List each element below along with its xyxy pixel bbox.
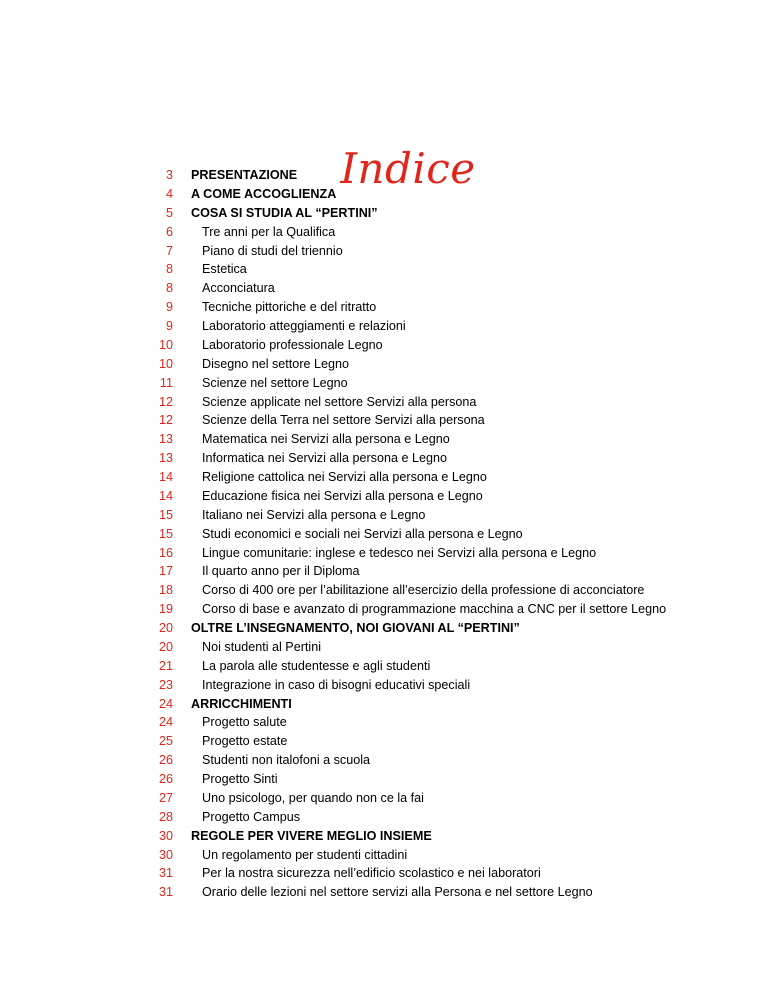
toc-page-number: 31 — [158, 866, 173, 881]
toc-section-entry — [0, 185, 768, 204]
toc-page-number: 26 — [158, 772, 173, 786]
toc-entry — [0, 600, 768, 619]
toc-entry-label: Educazione fisica nei Servizi alla persona e Legno — [202, 488, 483, 503]
toc-entry-label: Italiano nei Servizi alla persona e Legno — [202, 507, 426, 522]
toc-page-number: 12 — [158, 413, 173, 428]
toc-entry — [0, 223, 768, 242]
toc-entry — [0, 242, 768, 261]
toc-section-entry — [0, 204, 768, 223]
toc-entry-label: Orario delle lezioni nel settore servizi alla Persona e nel settore Legno — [202, 885, 593, 900]
toc-page-number: 8 — [165, 262, 173, 277]
toc-page-number: 24 — [158, 715, 173, 730]
toc-entry-label: Uno psicologo, per quando non ce la fai — [202, 790, 424, 805]
toc-entry-label: Estetica — [202, 262, 247, 277]
toc-page-number: 20 — [158, 639, 173, 654]
toc-entry-label: Integrazione in caso di bisogni educativi speciali — [202, 677, 471, 692]
toc-entry-label: Scienze della Terra nel settore Servizi alla persona — [202, 413, 485, 428]
toc-entry — [0, 864, 768, 883]
toc-page-number: 3 — [165, 168, 173, 182]
page-title: Indice — [340, 144, 476, 194]
toc-page-number: 25 — [158, 734, 173, 749]
toc-page-number: 15 — [158, 507, 173, 522]
toc-entry — [0, 883, 768, 902]
toc-entry-label: Progetto estate — [202, 734, 288, 749]
toc-page-number: 9 — [165, 300, 173, 315]
toc-page-number: 10 — [158, 337, 173, 352]
toc-entry-label: Religione cattolica nei Servizi alla persona e Legno — [202, 470, 487, 484]
toc-entry-label: Per la nostra sicurezza nell’edificio scolastico e nei laboratori — [202, 866, 541, 881]
toc-entry-label: Acconciatura — [202, 281, 275, 296]
toc-page-number: 18 — [158, 583, 173, 598]
toc-section-entry — [0, 619, 768, 638]
toc-section-entry — [0, 695, 768, 714]
toc-entry — [0, 846, 768, 865]
toc-entry — [0, 751, 768, 770]
toc-page-number: 20 — [158, 621, 173, 635]
toc-entry — [0, 260, 768, 279]
toc-entry-label: Scienze applicate nel settore Servizi alla persona — [202, 394, 477, 409]
toc-entry — [0, 525, 768, 544]
toc-page-number: 27 — [158, 790, 173, 805]
toc-entry — [0, 374, 768, 393]
toc-page-number: 26 — [158, 753, 173, 768]
toc-entry-label: Informatica nei Servizi alla persona e Legno — [202, 451, 448, 466]
toc-entry — [0, 808, 768, 827]
toc-entry — [0, 355, 768, 374]
toc-entry — [0, 638, 768, 657]
toc-section-heading: ARRICCHIMENTI — [191, 696, 292, 711]
toc-entry-label: Studi economici e sociali nei Servizi alla persona e Legno — [202, 526, 523, 541]
toc-entry-label: Studenti non italofoni a scuola — [202, 753, 371, 768]
toc-section-heading: COSA SI STUDIA AL “PERTINI” — [191, 205, 378, 220]
table-of-contents — [0, 166, 768, 902]
toc-entry-label: Progetto Campus — [202, 809, 301, 824]
toc-page-number: 5 — [165, 205, 173, 220]
toc-entry — [0, 676, 768, 695]
toc-page-number: 17 — [158, 564, 173, 579]
toc-entry-label: Disegno nel settore Legno — [202, 356, 350, 371]
toc-section-heading: A COME ACCOGLIENZA — [191, 186, 337, 201]
toc-entry — [0, 544, 768, 563]
toc-entry-label: Tre anni per la Qualifica — [202, 224, 336, 239]
toc-entry — [0, 468, 768, 487]
toc-entry-label: Corso di base e avanzato di programmazione macchina a CNC per il settore Legno — [202, 602, 667, 617]
toc-entry — [0, 732, 768, 751]
toc-page-number: 24 — [158, 696, 173, 711]
toc-entry-label: Noi studenti al Pertini — [202, 639, 322, 654]
toc-entry — [0, 789, 768, 808]
toc-entry — [0, 713, 768, 732]
toc-entry — [0, 657, 768, 676]
toc-page-number: 13 — [158, 432, 173, 447]
toc-section-entry — [0, 166, 768, 185]
toc-page-number: 19 — [158, 602, 173, 617]
toc-entry-label: Progetto Sinti — [202, 772, 278, 786]
toc-page-number: 23 — [158, 677, 173, 692]
toc-entry-label: La parola alle studentesse e agli studenti — [202, 658, 431, 673]
toc-entry — [0, 336, 768, 355]
toc-page-number: 7 — [165, 243, 173, 258]
toc-entry — [0, 393, 768, 412]
toc-entry — [0, 449, 768, 468]
toc-entry — [0, 430, 768, 449]
toc-page-number: 30 — [158, 847, 173, 862]
toc-entry-label: Scienze nel settore Legno — [202, 375, 348, 390]
toc-entry — [0, 581, 768, 600]
toc-page-number: 9 — [165, 319, 173, 333]
toc-entry — [0, 506, 768, 525]
toc-entry-label: Corso di 400 ore per l’abilitazione all’esercizio della professione di acconciatore — [202, 583, 645, 598]
toc-section-heading: PRESENTAZIONE — [191, 168, 298, 182]
toc-entry-label: Matematica nei Servizi alla persona e Legno — [202, 432, 450, 447]
toc-entry-label: Lingue comunitarie: inglese e tedesco nei Servizi alla persona e Legno — [202, 545, 597, 560]
toc-page-number: 28 — [158, 809, 173, 824]
toc-entry — [0, 411, 768, 430]
toc-entry — [0, 298, 768, 317]
toc-entry-label: Laboratorio professionale Legno — [202, 337, 383, 352]
toc-page-number: 10 — [158, 356, 173, 371]
toc-page-number: 8 — [165, 281, 173, 296]
toc-page-number: 13 — [158, 451, 173, 466]
toc-entry — [0, 770, 768, 789]
toc-entry — [0, 317, 768, 336]
toc-page-number: 15 — [158, 526, 173, 541]
toc-section-entry — [0, 827, 768, 846]
toc-page-number: 12 — [158, 394, 173, 409]
toc-entry — [0, 562, 768, 581]
toc-page-number: 6 — [165, 224, 173, 239]
toc-page-number: 14 — [158, 488, 173, 503]
toc-page-number: 21 — [158, 658, 173, 673]
toc-entry — [0, 279, 768, 298]
toc-page-number: 30 — [158, 828, 173, 843]
toc-entry-label: Piano di studi del triennio — [202, 243, 343, 258]
toc-entry — [0, 487, 768, 506]
toc-page-number: 31 — [158, 885, 173, 900]
toc-page-number: 4 — [165, 186, 173, 201]
toc-entry-label: Un regolamento per studenti cittadini — [202, 847, 408, 862]
toc-page-number: 11 — [159, 375, 173, 390]
toc-entry-label: Tecniche pittoriche e del ritratto — [202, 300, 377, 315]
toc-page-number: 14 — [158, 470, 173, 484]
toc-entry-label: Progetto salute — [202, 715, 287, 730]
toc-section-heading: REGOLE PER VIVERE MEGLIO INSIEME — [191, 828, 432, 843]
toc-entry-label: Il quarto anno per il Diploma — [202, 564, 360, 579]
toc-entry-label: Laboratorio atteggiamenti e relazioni — [202, 319, 406, 333]
toc-section-heading: OLTRE L’INSEGNAMENTO, NOI GIOVANI AL “PERTINI” — [191, 621, 520, 635]
toc-page-number: 16 — [158, 545, 173, 560]
